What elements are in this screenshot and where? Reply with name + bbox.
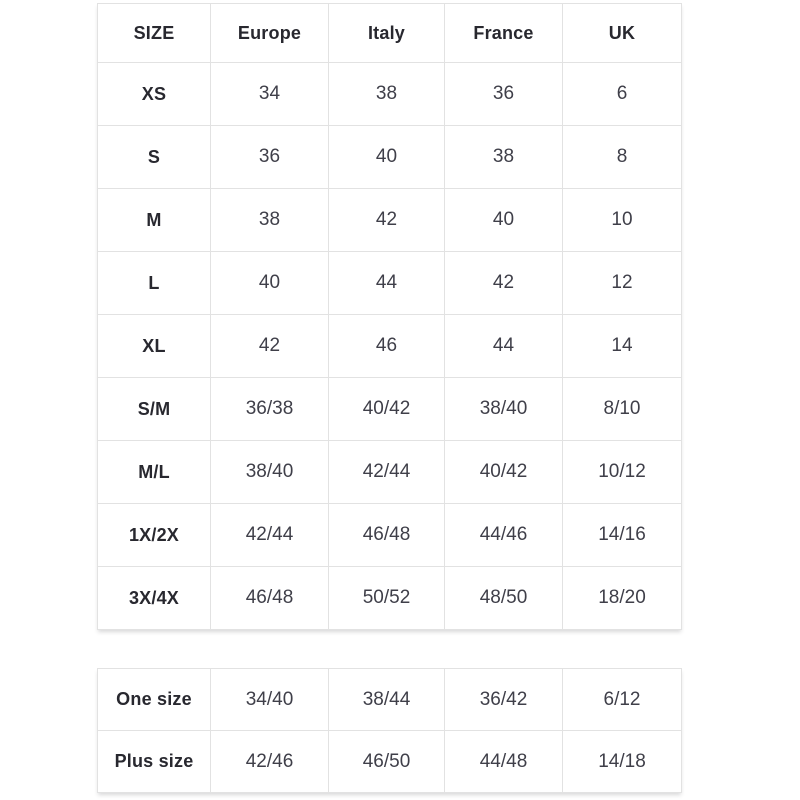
value-cell: 46/50: [329, 731, 445, 793]
value-cell: 42/46: [211, 731, 329, 793]
value-cell: 46: [329, 315, 445, 378]
special-size-table: [97, 668, 682, 793]
value-cell: 12: [563, 252, 682, 315]
value-cell: 36/38: [211, 378, 329, 441]
table-row: [98, 504, 682, 567]
value-cell: 36: [211, 126, 329, 189]
value-cell: 34: [211, 63, 329, 126]
table-row: [98, 189, 682, 252]
size-conversion-table: [97, 3, 682, 630]
value-cell: 44/48: [445, 731, 563, 793]
table-row: [98, 567, 682, 630]
value-cell: 40: [445, 189, 563, 252]
size-column-header: SIZE: [98, 4, 211, 63]
value-cell: 8: [563, 126, 682, 189]
value-cell: 42: [329, 189, 445, 252]
table-row: [98, 731, 682, 793]
row-label-cell: S/M: [98, 378, 211, 441]
value-cell: 38: [329, 63, 445, 126]
value-cell: 18/20: [563, 567, 682, 630]
row-label-cell: S: [98, 126, 211, 189]
value-cell: 46/48: [211, 567, 329, 630]
row-label-cell: M/L: [98, 441, 211, 504]
table-row: [98, 669, 682, 731]
table-row: [98, 63, 682, 126]
value-cell: 44: [445, 315, 563, 378]
value-cell: 14: [563, 315, 682, 378]
table-row: [98, 126, 682, 189]
row-label-cell: M: [98, 189, 211, 252]
region-column-header: France: [445, 4, 563, 63]
row-label-cell: XL: [98, 315, 211, 378]
value-cell: 38/44: [329, 669, 445, 731]
row-label-cell: XS: [98, 63, 211, 126]
table-row: [98, 252, 682, 315]
value-cell: 38/40: [445, 378, 563, 441]
row-label-cell: 3X/4X: [98, 567, 211, 630]
value-cell: 36: [445, 63, 563, 126]
value-cell: 38: [445, 126, 563, 189]
value-cell: 42/44: [211, 504, 329, 567]
value-cell: 34/40: [211, 669, 329, 731]
row-label-cell: Plus size: [98, 731, 211, 793]
value-cell: 10/12: [563, 441, 682, 504]
value-cell: 48/50: [445, 567, 563, 630]
header-row: [98, 4, 682, 63]
value-cell: 6: [563, 63, 682, 126]
table-row: [98, 441, 682, 504]
value-cell: 6/12: [563, 669, 682, 731]
value-cell: 40: [211, 252, 329, 315]
row-label-cell: One size: [98, 669, 211, 731]
value-cell: 42: [445, 252, 563, 315]
table-row: [98, 315, 682, 378]
region-column-header: Europe: [211, 4, 329, 63]
value-cell: 44: [329, 252, 445, 315]
table-row: [98, 378, 682, 441]
value-cell: 38: [211, 189, 329, 252]
row-label-cell: 1X/2X: [98, 504, 211, 567]
value-cell: 38/40: [211, 441, 329, 504]
value-cell: 50/52: [329, 567, 445, 630]
region-column-header: Italy: [329, 4, 445, 63]
value-cell: 46/48: [329, 504, 445, 567]
value-cell: 40: [329, 126, 445, 189]
value-cell: 14/18: [563, 731, 682, 793]
row-label-cell: L: [98, 252, 211, 315]
region-column-header: UK: [563, 4, 682, 63]
value-cell: 40/42: [329, 378, 445, 441]
value-cell: 10: [563, 189, 682, 252]
value-cell: 40/42: [445, 441, 563, 504]
value-cell: 44/46: [445, 504, 563, 567]
value-cell: 8/10: [563, 378, 682, 441]
value-cell: 14/16: [563, 504, 682, 567]
value-cell: 36/42: [445, 669, 563, 731]
value-cell: 42: [211, 315, 329, 378]
value-cell: 42/44: [329, 441, 445, 504]
